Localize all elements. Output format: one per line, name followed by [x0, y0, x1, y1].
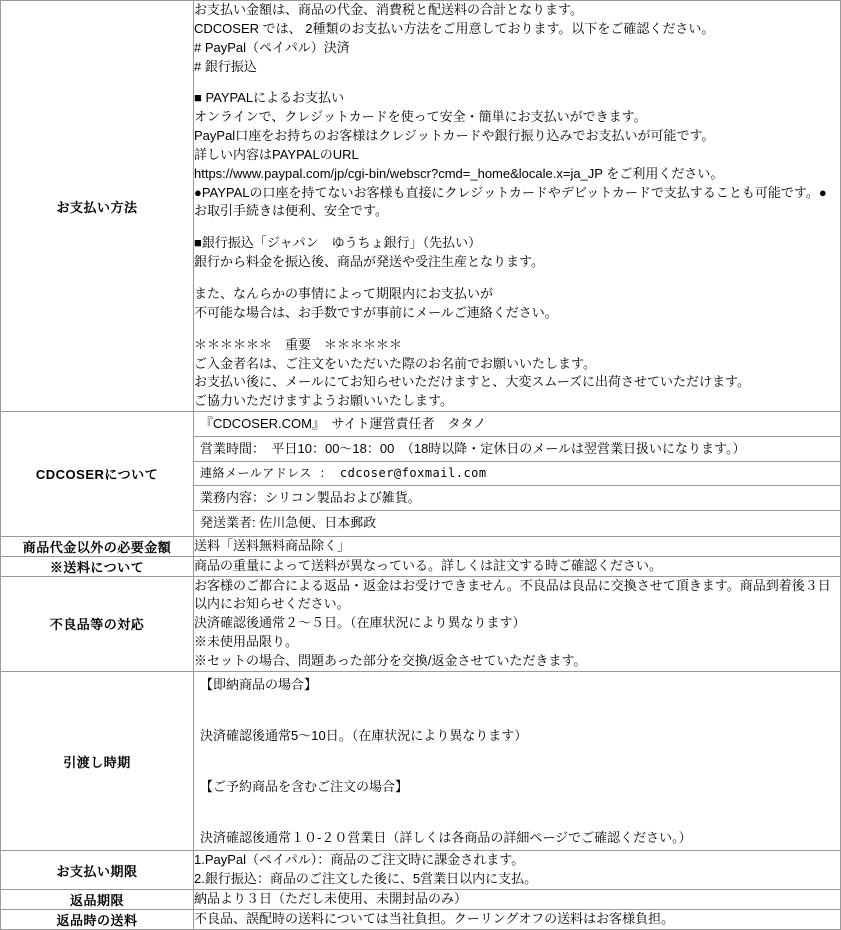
table-row	[1, 909, 841, 929]
row-label-shipping-note: ※送料について	[1, 556, 194, 576]
row-content-delivery-time	[194, 671, 841, 851]
defective-line: ※未使用品限り。	[194, 634, 299, 650]
payment-spacer	[194, 76, 840, 89]
row-label-return-shipping: 返品時の送料	[1, 909, 194, 929]
payment-line: # PayPal（ペイパル）決済	[194, 39, 350, 55]
about-item: 営業時間： 平日10：00～18：00 （18時以降・定休日のメールは翌営業日扱いになります。）	[194, 437, 840, 462]
payment-line: オンラインで、クレジットカードを使って安全・簡単にお支払いができます。	[194, 109, 647, 125]
payment-line: PayPal口座をお持ちのお客様はクレジットカードや銀行振り込みでお支払いが可能です。	[194, 128, 715, 144]
row-content-return-shipping: 不良品、誤配時の送料については当社負担。クーリングオフの送料はお客様負担。	[194, 909, 841, 929]
delivery-spacer	[194, 799, 840, 825]
delivery-spacer	[194, 748, 840, 774]
row-content-payment-method	[194, 1, 841, 412]
payment-line: ＊＊＊＊＊＊ 重要 ＊＊＊＊＊＊	[194, 336, 403, 352]
table-row	[1, 671, 841, 851]
payment-deadline-line: 2.銀行振込：商品のご注文した後に、5営業日以内に支払。	[194, 871, 538, 887]
payment-line: 銀行から料金を振込後、商品が発送や受注生産となります。	[194, 254, 544, 270]
about-item: 『CDCOSER.COM』 サイト運営責任者 タタノ	[194, 412, 840, 437]
table-row	[1, 1, 841, 412]
defective-line: ※セットの場合、問題あった部分を交換/返金させていただきます。	[194, 652, 587, 668]
payment-line: ●PAYPALの口座を持てないお客様も直接にクレジットカードやデビットカードで支払することも可能です。●	[194, 184, 827, 200]
row-label-payment-deadline: お支払い期限	[1, 851, 194, 890]
row-label-payment-method: お支払い方法	[1, 1, 194, 412]
payment-line: ご協力いただけますようお願いいたします。	[194, 393, 453, 409]
row-content-extra-fee: 送料「送料無料商品除く」	[194, 536, 841, 556]
table-row	[1, 851, 841, 890]
table-row	[1, 556, 841, 576]
delivery-line: 決済確認後通常１０-２０営業日（詳しくは各商品の詳細ページでご確認ください。）	[200, 829, 692, 845]
about-sub-rows	[194, 412, 840, 536]
paypal-url-line: https://www.paypal.com/jp/cgi-bin/webscr?cmd=_home&locale.x=ja_JP をご利用ください。	[194, 165, 724, 181]
table-row	[1, 536, 841, 556]
payment-spacer	[194, 323, 840, 336]
payment-line: ■銀行振込「ジャパン ゆうちょ銀行」（先払い）	[194, 235, 482, 251]
table-row	[1, 889, 841, 909]
delivery-line: 【ご予約商品を含むご注文の場合】	[200, 778, 409, 794]
row-label-extra-fee: 商品代金以外の必要金額	[1, 536, 194, 556]
row-label-delivery-time: 引渡し時期	[1, 671, 194, 851]
payment-deadline-line: 1.PayPal（ペイパル）：商品のご注文時に課金されます。	[194, 852, 525, 868]
payment-line: CDCOSER では、 2種類のお支払い方法をご用意しております。以下をご確認ください。	[194, 20, 715, 36]
delivery-line: 【即納商品の場合】	[200, 676, 318, 692]
row-content-shipping-note: 商品の重量によって送料が異なっている。詳しくは註文する時ご確認ください。	[194, 556, 841, 576]
payment-line: また、なんらかの事情によって期限内にお支払いが	[194, 285, 494, 301]
row-label-about-cdcoser: CDCOSERについて	[1, 412, 194, 537]
row-content-defective	[194, 576, 841, 671]
payment-line: # 銀行振込	[194, 58, 257, 74]
payment-line: 不可能な場合は、お手数ですが事前にメールご連絡ください。	[194, 304, 558, 320]
payment-line: お取引手続きは便利、安全です。	[194, 203, 388, 219]
delivery-spacer	[194, 697, 840, 723]
payment-line: 詳しい内容はPAYPALのURL	[194, 146, 359, 162]
row-label-defective: 不良品等の対応	[1, 576, 194, 671]
payment-spacer	[194, 272, 840, 285]
payment-spacer	[194, 221, 840, 234]
table-row	[1, 412, 841, 537]
payment-line: お支払い後に、メールにてお知らせいただけますと、大変スムーズに出荷させていただけます。	[194, 374, 751, 390]
about-item: 発送業者: 佐川急便、日本郵政	[200, 515, 377, 531]
row-label-return-deadline: 返品期限	[1, 889, 194, 909]
payment-line: ご入金者名は、ご注文をいただいた際のお名前でお願いいたします。	[194, 355, 596, 371]
about-item-email: 連絡メールアドレス ： cdcoser@foxmail.com	[194, 462, 840, 486]
row-content-payment-deadline	[194, 851, 841, 890]
delivery-line: 決済確認後通常5～10日。（在庫状況により異なります）	[200, 727, 528, 743]
about-item: 業務内容：シリコン製品および雑貨。	[194, 486, 840, 511]
payment-line: ■ PAYPALによるお支払い	[194, 90, 345, 106]
payment-line: お支払い金額は、商品の代金、消費税と配送料の合計となります。	[194, 2, 583, 17]
row-content-about-cdcoser	[194, 412, 841, 537]
row-content-return-deadline: 納品より３日（ただし未使用、未開封品のみ）	[194, 889, 841, 909]
defective-line: お客様のご都合による返品・返金はお受けできません。不良品は良品に交換させて頂きます。商品到着後３日以内にお知らせください。	[194, 577, 831, 612]
defective-line: 決済確認後通常２～５日。（在庫状況により異なります）	[194, 615, 526, 631]
table-row	[1, 576, 841, 671]
